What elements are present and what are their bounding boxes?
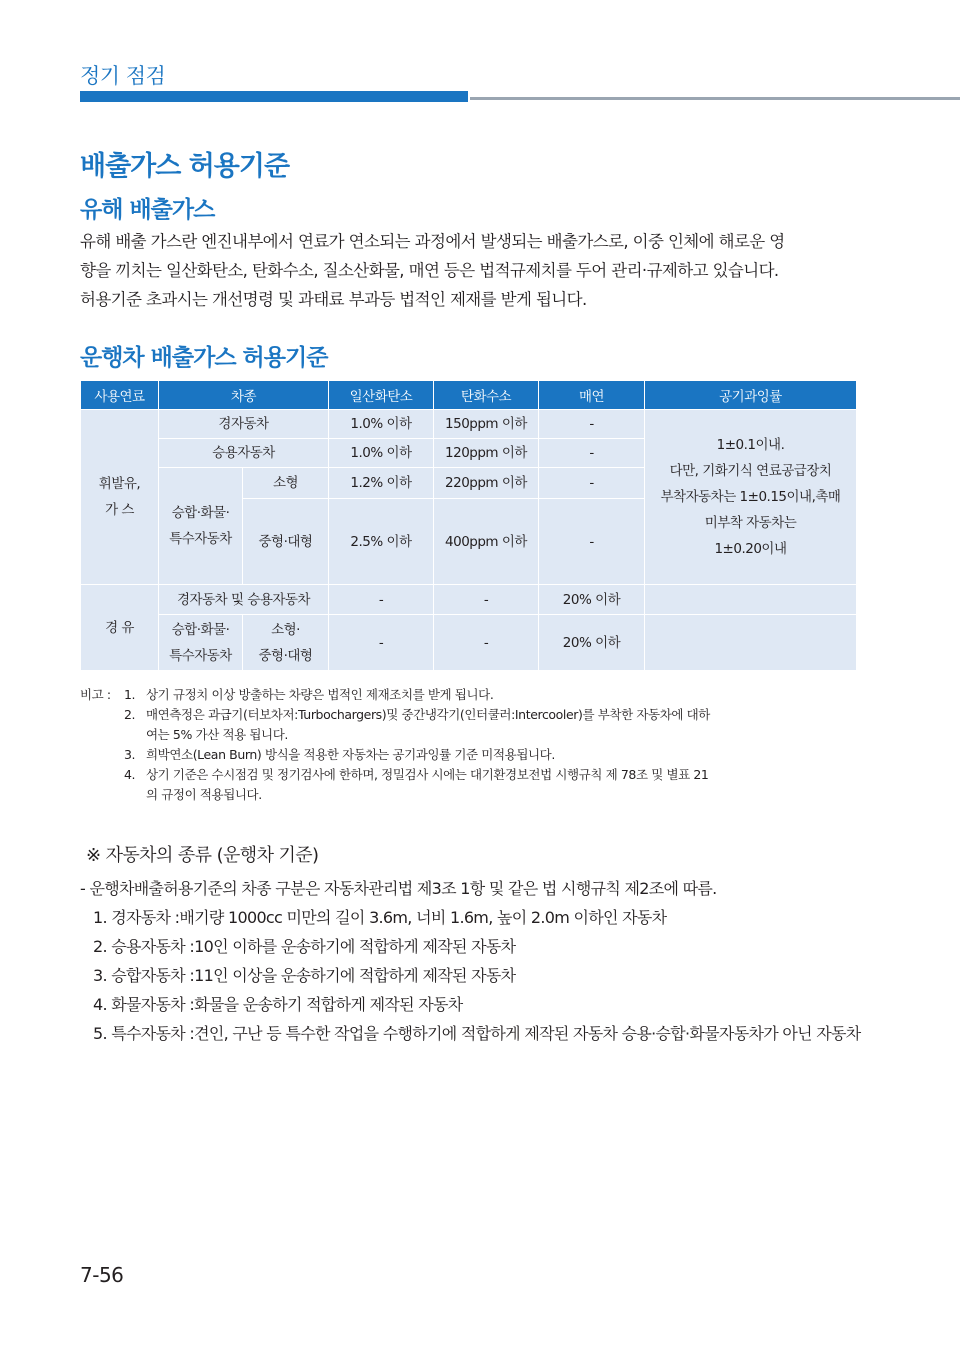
- table-header-row: [81, 381, 857, 410]
- notes-prefix: 비고 :: [80, 687, 111, 702]
- note-item-continued: 의 규정이 적용됩니다.: [146, 787, 262, 802]
- fuel-gasoline-cell: 휘발유, 가 스: [81, 410, 159, 585]
- harmful-line: 유해 배출 가스란 엔진내부에서 연료가 연소되는 과정에서 발생되는 배출가스로, 이중 인체에 해로운 영: [80, 232, 785, 251]
- vehicle-type-cell: 승용자동차: [159, 439, 329, 468]
- col-header-hc: 탄화수소: [434, 381, 539, 410]
- table-notes: [80, 685, 856, 805]
- list-item: 3. 승합자동차 : 11인 이상을 운송하기에 적합하게 제작된 자동차: [93, 966, 516, 985]
- table-row: [81, 410, 857, 439]
- section-label: 정기 점검: [80, 64, 166, 88]
- list-item: 4. 화물자동차 : 화물을 운송하기 적합하게 제작된 자동차: [93, 995, 463, 1014]
- hc-cell: 400ppm 이하: [434, 499, 539, 585]
- harmful-description: [80, 227, 860, 314]
- list-item: 2. 승용자동차 : 10인 이하를 운송하기에 적합하게 제작된 자동차: [93, 937, 516, 956]
- col-header-co: 일산화탄소: [329, 381, 434, 410]
- standards-heading: 운행차 배출가스 허용기준: [80, 345, 328, 371]
- note-item-continued: 여는 5% 가산 적용 됩니다.: [146, 727, 288, 742]
- harmful-line: 향을 끼치는 일산화탄소, 탄화수소, 질소산화물, 매연 등은 법적규제치를 두어 관리·규제하고 있습니다.: [80, 261, 779, 280]
- harmful-line: 허용기준 초과시는 개선명령 및 과태료 부과등 법적인 제재를 받게 됩니다.: [80, 290, 587, 309]
- co-cell: 1.0% 이하: [329, 410, 434, 439]
- note-item: 3. 희박연소(Lean Burn) 방식을 적용한 자동차는 공기과잉률 기준 미적용됩니다.: [124, 747, 555, 762]
- vehicle-type-cell: 경자동차 및 승용자동차: [159, 585, 329, 615]
- hc-cell: 150ppm 이하: [434, 410, 539, 439]
- col-header-vehicle-type: 차종: [159, 381, 329, 410]
- co-cell: 2.5% 이하: [329, 499, 434, 585]
- vehicle-kinds-title: ※ 자동차의 종류 (운행차 기준): [86, 845, 319, 866]
- excess-air-cell: [645, 585, 857, 615]
- fuel-diesel-cell: 경 유: [81, 585, 159, 671]
- co-cell: 1.0% 이하: [329, 439, 434, 468]
- vehicle-subtype-cell: 소형: [243, 468, 329, 499]
- co-cell: -: [329, 615, 434, 671]
- col-header-excess-air: 공기과잉률: [645, 381, 857, 410]
- smoke-cell: -: [539, 439, 645, 468]
- vehicle-subtype-cell: 소형· 중형·대형: [243, 615, 329, 671]
- list-item: 5. 특수자동차 : 견인, 구난 등 특수한 작업을 수행하기에 적합하게 제작된 자동차 승용·승합·화물자동차가 아닌 자동차: [93, 1024, 861, 1043]
- vehicle-type-cell: 승합·화물· 특수자동차: [159, 615, 243, 671]
- hc-cell: -: [434, 585, 539, 615]
- note-item: 비고 : 1. 상기 규정치 이상 방출하는 차량은 법적인 제재조치를 받게 됩니다.: [80, 685, 856, 705]
- smoke-cell: -: [539, 410, 645, 439]
- list-item: 1. 경자동차 : 배기량 1000cc 미만의 길이 3.6m, 너비 1.6m, 높이 2.0m 이하인 자동차: [93, 908, 667, 927]
- smoke-cell: 20% 이하: [539, 615, 645, 671]
- excess-air-cell: 1±0.1이내. 다만, 기화기식 연료공급장치 부착자동차는 1±0.15이내,촉매 미부착 자동차는 1±0.20이내: [645, 410, 857, 585]
- vehicle-type-cell: 경자동차: [159, 410, 329, 439]
- excess-air-cell: [645, 615, 857, 671]
- smoke-cell: -: [539, 468, 645, 499]
- hc-cell: 120ppm 이하: [434, 439, 539, 468]
- note-item: 2. 매연측정은 과급기(터보차저:Turbochargers)및 중간냉각기(인터쿨러:Intercooler)를 부착한 자동차에 대하: [124, 707, 710, 722]
- hc-cell: -: [434, 615, 539, 671]
- page-number: 7-56: [80, 1263, 124, 1287]
- note-item: 4. 상기 기준은 수시점검 및 정기검사에 한하며, 정밀검사 시에는 대기환경보전법 시행규칙 제 78조 및 별표 21: [124, 767, 709, 782]
- emission-standards-table: [80, 381, 857, 671]
- col-header-fuel: 사용연료: [81, 381, 159, 410]
- page-title: 배출가스 허용기준: [80, 151, 290, 182]
- table-row: [81, 585, 857, 615]
- harmful-heading: 유해 배출가스: [80, 197, 215, 223]
- vehicle-kinds-intro: - 운행차배출허용기준의 차종 구분은 자동차관리법 제3조 1항 및 같은 법 시행규칙 제2조에 따름.: [80, 879, 717, 898]
- co-cell: 1.2% 이하: [329, 468, 434, 499]
- header-bar: [80, 91, 468, 102]
- vehicle-subtype-cell: 중형·대형: [243, 499, 329, 585]
- table-row: [81, 615, 857, 671]
- smoke-cell: 20% 이하: [539, 585, 645, 615]
- header-rule: [470, 97, 960, 100]
- smoke-cell: -: [539, 499, 645, 585]
- co-cell: -: [329, 585, 434, 615]
- vehicle-kinds-list: [80, 874, 870, 1048]
- vehicle-type-cell: 승합·화물· 특수자동차: [159, 468, 243, 585]
- hc-cell: 220ppm 이하: [434, 468, 539, 499]
- col-header-smoke: 매연: [539, 381, 645, 410]
